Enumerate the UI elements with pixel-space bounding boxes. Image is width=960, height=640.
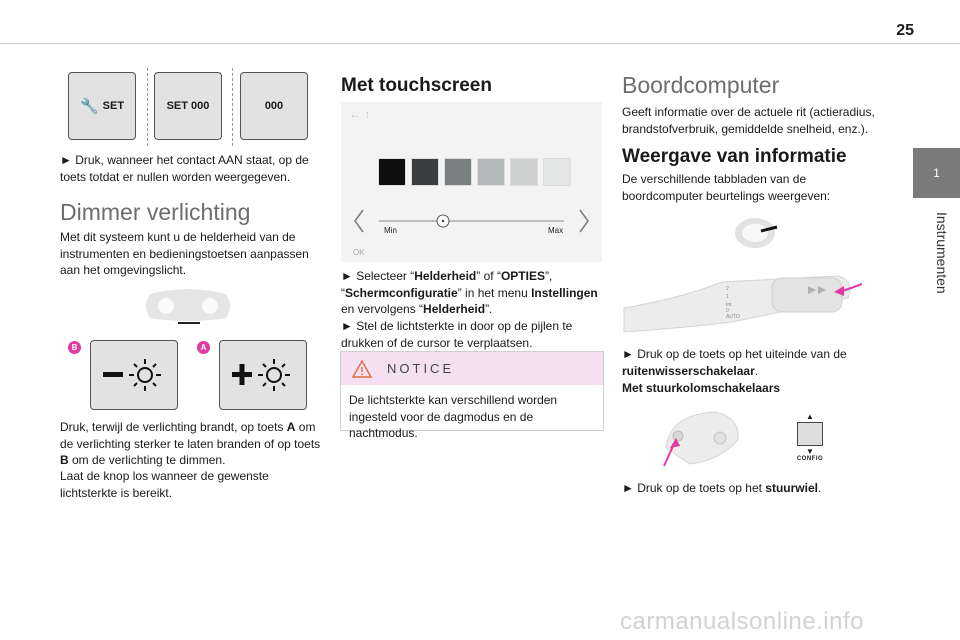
steering-wheel-button-illustration [660,408,742,472]
section-heading-boordcomputer: Boordcomputer [622,72,780,98]
dimmer-instructions [60,419,322,469]
steering-wheel-icon [733,216,779,250]
step-bold: Schermconfiguratie [345,285,458,300]
divider [232,68,234,146]
left-arrow-icon [355,210,363,232]
set-000-key: SET 000 [154,72,222,140]
set-key-label: SET [102,100,125,112]
step-bold: Helderheid [423,302,486,316]
step-text: ► Druk op de toets op het uiteinde van de [622,347,847,361]
dim-down-button[interactable] [90,340,178,410]
watermark: carmanualsonline.info [620,608,864,635]
arrow-up-icon: ▲ [806,412,814,421]
touchscreen-step-2: ► Stel de lichtsterkte in door op de pijlen te drukken of de cursor te verplaatsen. [341,319,573,350]
step-text: ” of “ [476,269,501,283]
stalk-position-label: 0 [726,308,729,314]
stalk-position-label: 2 [726,286,729,292]
notice-header [341,352,603,385]
notice-text: De lichtsterkte kan verschillend worden ingesteld voor de dagmodus en de nachtmodus. [349,393,558,440]
step-bold: stuurwiel [765,481,818,495]
chapter-tab[interactable]: 1 [913,148,960,198]
color-swatches [378,158,571,186]
warning-icon [351,359,373,379]
page-number: 25 [896,22,914,39]
swatch [444,158,472,186]
wiper-step [622,346,884,379]
swatch [477,158,505,186]
trip-reset-keys [68,72,310,142]
config-key [797,422,823,446]
section-heading-touchscreen: Met touchscreen [341,75,492,96]
key-b-ref: B [60,453,69,467]
slider-max-label: Max [548,226,564,235]
wiper-stalk-illustration [622,262,870,342]
dimmer-text: om de verlichting sterker te laten branden of op toets [60,420,321,451]
wheel-step [622,480,884,497]
step-text: . [754,363,759,378]
right-arrow-icon [580,210,588,232]
step-bold: OPTIES [500,269,545,283]
badge-b: B [68,341,81,354]
notice-title: NOTICE [387,361,455,376]
set-key [68,72,136,140]
slider-min-label: Min [384,226,397,235]
stalk-position-label: 1 [726,294,729,300]
step-text: en vervolgens “ [341,302,424,316]
arrow-down-icon: ▼ [806,447,814,456]
config-label: CONFIG [796,456,824,462]
back-icon: ← ↑ [349,107,371,121]
swatch [510,158,538,186]
touchscreen-step-1 [341,268,603,318]
step-text: ”, “ [341,269,553,300]
step-text: ► Druk op de toets op het [622,481,766,495]
plus-brightness-icon [228,355,298,395]
config-button[interactable] [790,412,830,472]
divider [147,68,149,146]
stalk-position-label: Int [726,302,732,308]
dashboard-illustration [140,288,236,328]
dimmer-text: om de verlichting te dimmen. [68,453,226,467]
zero-key: 000 [240,72,308,140]
subheading-stuurkolom: Met stuurkolomschakelaars [622,381,781,395]
step-text: ► Selecteer “ [341,269,415,283]
step-bold: Helderheid [414,269,477,283]
stalk-position-label: AUTO [726,314,740,320]
swatch [411,158,439,186]
section-heading-weergave: Weergave van informatie [622,146,847,167]
dim-up-button[interactable] [219,340,307,410]
chapter-label: Instrumenten [934,212,950,294]
step-bold: ruitenwisserschakelaar [622,363,755,378]
badge-a: A [197,341,210,354]
weergave-intro: De verschillende tabbladen van de boordcomputer beurtelings weergeven: [622,172,831,203]
dimmer-intro: Met dit systeem kunt u de helderheid van de instrumenten en bedieningstoetsen aanpassen aan het omgevingslicht. [60,230,309,277]
section-heading-dimmer: Dimmer verlichting [60,199,251,225]
notice-box [340,351,604,440]
reset-step: ► Druk, wanneer het contact AAN staat, op de toets totdat er nullen worden weergegeven. [60,153,309,184]
step-text: . [817,481,822,495]
swatch [378,158,406,186]
touchscreen-illustration [341,102,602,262]
boordcomputer-intro: Geeft informatie over de actuele rit (actieradius, brandstofverbruik, gemiddelde snelheid, enz.). [622,105,875,136]
step-bold: Instellingen [531,285,598,300]
dimmer-release: Laat de knop los wanneer de gewenste lichtsterkte is bereikt. [60,469,269,500]
ok-button[interactable]: OK [353,248,365,257]
dimmer-text: Druk, terwijl de verlichting brandt, op toets [60,420,287,434]
key-a-ref: A [286,420,296,434]
wrench-icon: 🔧 [79,98,99,115]
step-text: ”. [485,302,493,316]
swatch [543,158,571,186]
header-divider [0,43,960,44]
step-text: ” in het menu [457,285,532,300]
minus-brightness-icon [99,355,169,395]
